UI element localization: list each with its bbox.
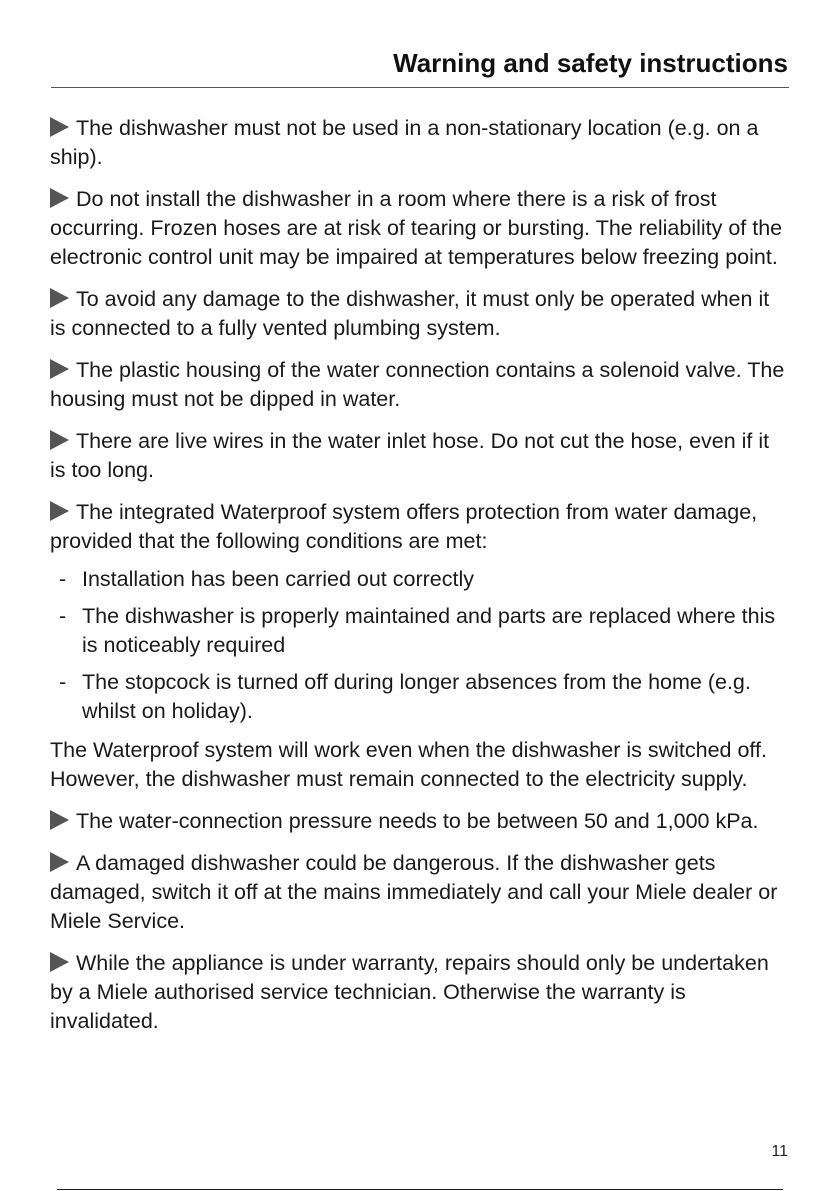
safety-instruction <box>50 807 790 836</box>
footer-divider <box>57 1189 783 1190</box>
list-item <box>50 668 790 726</box>
page-number: 11 <box>771 1143 788 1160</box>
dash-bullet: - <box>59 670 67 694</box>
arrow-right-icon <box>50 288 69 308</box>
arrow-right-icon <box>50 359 69 379</box>
dash-bullet: - <box>59 567 67 591</box>
safety-instruction <box>50 427 790 485</box>
arrow-right-icon <box>50 952 69 972</box>
arrow-right-icon <box>50 188 69 208</box>
arrow-right-icon <box>50 430 69 450</box>
instruction-text: The plastic housing of the water connection contains a solenoid valve. The housing must not be dipped in water. <box>50 358 785 411</box>
instruction-text: To avoid any damage to the dishwasher, it must only be operated when it is connected to a fully vented plumbing system. <box>50 287 770 340</box>
header-divider <box>51 87 789 88</box>
list-item <box>50 602 790 660</box>
instruction-text: There are live wires in the water inlet hose. Do not cut the hose, even if it is too long. <box>50 429 770 482</box>
instruction-text: The dishwasher must not be used in a non-stationary location (e.g. on a ship). <box>50 116 759 169</box>
arrow-right-icon <box>50 117 69 137</box>
dash-bullet: - <box>59 604 67 628</box>
conditions-list <box>50 565 790 726</box>
instruction-text: While the appliance is under warranty, repairs should only be undertaken by a Miele authorised service technician. Otherwise the warranty is invalidated. <box>50 951 769 1033</box>
waterproof-note: The Waterproof system will work even when the dishwasher is switched off. However, the dishwasher must remain connected to the electricity supply. <box>50 738 767 791</box>
safety-instruction <box>50 285 790 343</box>
safety-instruction <box>50 498 790 556</box>
arrow-right-icon <box>50 501 69 521</box>
safety-instruction <box>50 356 790 414</box>
arrow-right-icon <box>50 810 69 830</box>
instruction-text: The integrated Waterproof system offers protection from water damage, provided that the following conditions are met: <box>50 500 758 553</box>
safety-instruction <box>50 849 790 936</box>
arrow-right-icon <box>50 852 69 872</box>
instruction-text: The water-connection pressure needs to be between 50 and 1,000 kPa. <box>76 809 759 833</box>
list-item <box>50 565 790 594</box>
list-item-text: The dishwasher is properly maintained and parts are replaced where this is noticeably required <box>82 604 776 657</box>
safety-instruction <box>50 185 790 272</box>
instruction-text: Do not install the dishwasher in a room where there is a risk of frost occurring. Frozen hoses are at risk of tearing or bursting. The reliability of the electronic control unit may be impaired at temperatures below freezing point. <box>50 187 783 269</box>
instruction-text: A damaged dishwasher could be dangerous. If the dishwasher gets damaged, switch it off at the mains immediately and call your Miele dealer or Miele Service. <box>50 851 778 933</box>
document-body <box>50 114 790 1049</box>
safety-instruction <box>50 114 790 172</box>
list-item-text: Installation has been carried out correctly <box>82 567 474 591</box>
page-title: Warning and safety instructions <box>393 48 788 78</box>
safety-instruction <box>50 949 790 1036</box>
list-item-text: The stopcock is turned off during longer absences from the home (e.g. whilst on holiday). <box>82 670 751 723</box>
